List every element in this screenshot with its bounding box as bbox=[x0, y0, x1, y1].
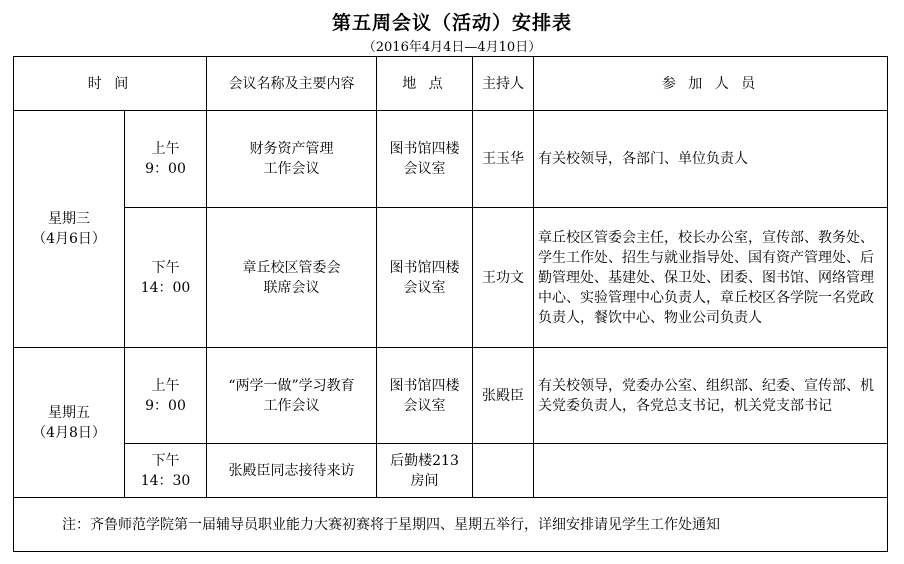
session-period: 下午 bbox=[151, 452, 180, 469]
footnote: 注：齐鲁师范学院第一届辅导员职业能力大赛初赛将于星期四、星期五举行，详细安排请见学生工作处通知 bbox=[14, 498, 888, 552]
schedule-table bbox=[13, 56, 888, 552]
table-row bbox=[14, 111, 888, 208]
day-date: （4月6日） bbox=[32, 231, 106, 247]
host: 王功文 bbox=[473, 208, 534, 348]
session-clock: 9：00 bbox=[145, 161, 186, 177]
table-row bbox=[14, 348, 888, 444]
session-time bbox=[125, 444, 207, 498]
session-time bbox=[125, 208, 207, 348]
location-line: 图书馆四楼 bbox=[389, 259, 460, 276]
meeting-line: 工作会议 bbox=[263, 397, 320, 414]
weekday: 星期三 bbox=[48, 211, 90, 227]
location bbox=[377, 348, 473, 444]
meeting-line: 张殿臣同志接待来访 bbox=[228, 462, 355, 479]
meeting-name bbox=[207, 444, 377, 498]
location-line: 会议室 bbox=[403, 279, 446, 296]
header-meeting: 会议名称及主要内容 bbox=[207, 57, 377, 111]
session-time bbox=[125, 111, 207, 208]
location-line: 图书馆四楼 bbox=[389, 377, 460, 394]
session-clock: 14：00 bbox=[140, 279, 191, 296]
meeting-line: 联席会议 bbox=[263, 279, 320, 296]
session-time bbox=[125, 348, 207, 444]
participants: 有关校领导，党委办公室、组织部、纪委、宣传部、机关党委负责人，各党总支书记，机关党支部书记 bbox=[534, 348, 888, 444]
meeting-name bbox=[207, 208, 377, 348]
meeting-name bbox=[207, 348, 377, 444]
session-period: 下午 bbox=[151, 259, 180, 276]
date-range: （2016年4月4日—4月10日） bbox=[362, 40, 542, 55]
location-line: 房间 bbox=[410, 472, 439, 489]
meeting-name bbox=[207, 111, 377, 208]
meeting-line: 财务资产管理 bbox=[249, 141, 334, 157]
day-cell bbox=[14, 348, 125, 498]
location-line: 图书馆四楼 bbox=[389, 141, 460, 157]
document-title: 第五周会议（活动）安排表 bbox=[331, 12, 572, 34]
session-clock: 14：30 bbox=[140, 472, 191, 489]
note-row bbox=[14, 498, 888, 552]
header-participants: 参 加 人 员 bbox=[534, 57, 888, 111]
table-row bbox=[14, 444, 888, 498]
session-period: 上午 bbox=[151, 377, 180, 394]
participants: 章丘校区管委会主任，校长办公室，宣传部、教务处、学生工作处、招生与就业指导处、国有资产管理处、后勤管理处、基建处、保卫处、团委、图书馆、网络管理中心、实验管理中心负责人，章丘校区各学院一名党政负责人，餐饮中心、物业公司负责人 bbox=[534, 208, 888, 348]
session-period: 上午 bbox=[151, 141, 180, 157]
header-host: 主持人 bbox=[473, 57, 534, 111]
host: 王玉华 bbox=[473, 111, 534, 208]
meeting-line: 章丘校区管委会 bbox=[242, 259, 341, 276]
location-line: 会议室 bbox=[403, 161, 446, 177]
location bbox=[377, 444, 473, 498]
location bbox=[377, 208, 473, 348]
day-cell bbox=[14, 111, 125, 348]
location-line: 后勤楼213 bbox=[390, 452, 459, 469]
header-time: 时 间 bbox=[14, 57, 207, 111]
participants: 有关校领导，各部门、单位负责人 bbox=[534, 111, 888, 208]
table-row bbox=[14, 208, 888, 348]
location-line: 会议室 bbox=[403, 397, 446, 414]
session-clock: 9：00 bbox=[145, 397, 186, 414]
host: 张殿臣 bbox=[473, 348, 534, 444]
day-date: （4月8日） bbox=[32, 424, 106, 441]
host bbox=[473, 444, 534, 498]
header-location: 地 点 bbox=[377, 57, 473, 111]
meeting-line: 工作会议 bbox=[263, 161, 320, 177]
meeting-line: “两学一做”学习教育 bbox=[228, 377, 355, 394]
header-row bbox=[14, 57, 888, 111]
participants bbox=[534, 444, 888, 498]
weekday: 星期五 bbox=[48, 404, 90, 421]
location bbox=[377, 111, 473, 208]
